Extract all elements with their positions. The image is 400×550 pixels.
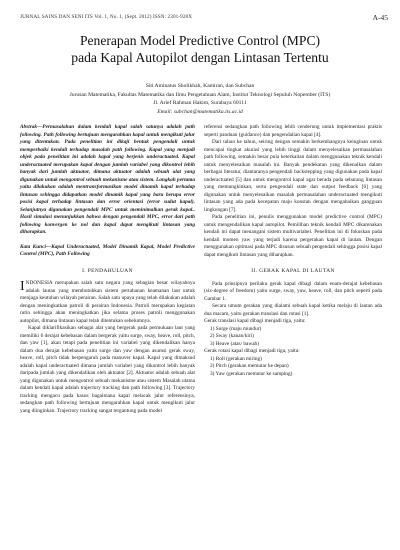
rotasi-list-heading: Gerak rotasi kapal dibagi menjadi tiga, yaitu: — [204, 348, 300, 354]
abstract-label: Abstrak — [20, 124, 38, 130]
intro-paragraph-1-text: NDONESIA merupakan salah satu negara yang sebagian besar wilayahnya adalah lautan yang membutuhkan sistem pertahanan keamanan laut untuk menjaga keutuhan wilayah perairan. Salah satu upaya yang telah dilakukan adalah dengan meningkatkan patroli di perairan Indonesia. Patroli merupakan kegiatan rutin sehingga akan meningkatkan jika selama proses patroli menggunakan autopilot, dimana lintasan kapal telah ditentukan sebelumnya. — [20, 280, 195, 324]
author-address: Jl. Arief Rahman Hakim, Surabaya 60111 — [153, 100, 247, 107]
translasi-list-heading: Gerak translasi kapal dibagi menjadi tiga, yaitu: — [204, 318, 306, 324]
translasi-list — [204, 326, 382, 349]
right-paragraph-1: referensi sedangkan path following lebih cenderung untuk implementasi praktis seperti panduan (guidance) dan pengendalian kapal [4]. — [204, 124, 382, 138]
author-block — [40, 82, 360, 116]
keywords-text: —Kapal Underactuated, Model Dinamik Kapal, Model Predictive Control (MPC), Path Following — [20, 243, 195, 257]
paper-title-line-1: Penerapan Model Predictive Control (MPC) — [79, 33, 321, 48]
section-heading-motion: II. GERAK KAPAL DI LAUTAN — [251, 268, 335, 274]
intro-paragraph-2: Kapal diklarifikasikan sebagai alat yang bergerak pada permukaan laut yang memiliki 6 derajat kebebasan dalam bergerak yaitu surge, sway, heave, roll, pitch, dan yaw [1], akan tetapi pada penelitian ini variabel yang dikendalikan hanya dalam dua derajat kebebasan yaitu surge dan yaw dengan asumsi gerak sway, heave, roll, pitch tidak berpengaruh pada manuver kapal. Kapal yang dimaksud adalah kapal underactuated dimana jumlah variabel yang dikontrol lebih banyak daripada jumlah yang dikendalikan oleh aktuator [2]. Aktuator adalah sebuah alat yang digunakan untuk mengontrol sebuah mekanisme atau sistem Masalah utama dalam kendali kapal adalah trajectory tracking dan path following [3]. Trajectory tracking mengacu pada kasus bagaimana kapal melacak jalur referensinya, sedangkan path following bertujuan mengarahkan kapal untuk mengikuti jalur yang diinginkan. Trajectory tracking sangat tergantung pada model — [20, 325, 195, 414]
drop-cap: I — [20, 279, 25, 294]
keywords-label: Kata Kunci — [20, 243, 46, 250]
intro-paragraph-1 — [20, 280, 195, 325]
author-email: Email: subchan@matematika.its.ac.id — [157, 108, 243, 115]
rotasi-list — [204, 356, 382, 379]
author-affiliation: Jurusan Matematika, Fakultas Matematika dan Ilmu Pengetahuan Alam, Institut Teknologi Sepuluh Nopember (ITS) — [69, 91, 331, 98]
right-column — [204, 124, 382, 378]
list-item: 3) Yaw (gerakan memutar ke samping) — [210, 370, 293, 377]
right-paragraph-4: Pada prinsipnya perilaku gerak kapal dibagi dalam enam-derajat kebebasan (six-degree of freedom) yaitu surge, sway, yaw, heave, roll, dan pitch seperti pada Gambar 1. — [204, 280, 382, 302]
paper-title-line-2: pada Kapal Autopilot dengan Lintasan Tertentu — [71, 50, 329, 65]
section-heading-intro: I. PENDAHULUAN — [82, 267, 133, 274]
page-number: A-45 — [372, 13, 388, 22]
list-item: 2) Pitch (gerakan memutar ke depan) — [210, 363, 289, 369]
abstract-text: —Permasalahan dalam kendali kapal salah satunya adalah path following. Path following bertujuan mengarahkan kapal untuk mengikuti jalur yang ditentukan. Pada penelitian ini dikaji bentuk pengendali untuk memperbaiki kendali terhadap masalah path following. Kapal yang menjadi objek pada penelitian ini adalah kapal yang berjenis underactuated. Kapal underactuated merupakan kapal dengan jumlah variabel yang dikontrol lebih banyak dari jumlah aktuator, dimana aktuator adalah sebuah alat yang digunakan untuk mengontrol sebuah mekanisme atau sistem. Langkah pertama yaitu dilakukan adalah mentransformasikan model dinamik kapal terhadap lintasan sehingga didapatkan model dinamik kapal yang baru berupa error posisi kapal terhadap lintasan dan error orientasi (error sudut kapal). Selanjutnya digunakan pengendali MPC untuk meminimalkan gerak kapal.. Hasil simulasi menunjukkan bahwa dengan pengendali MPC, error dari path following konvergen ke nol dan kapal dapat mengikuti lintasan yang diharapkan. — [20, 124, 195, 235]
list-item: 1) Surge (maju mundur) — [210, 325, 262, 332]
left-column — [20, 124, 195, 415]
abstract — [20, 124, 195, 237]
journal-header: JURNAL SAINS DAN SENI ITS Vol. 1, No. 1, (Sept. 2012) ISSN: 2301-928X — [20, 14, 193, 20]
list-item: 1) Roll (gerakan miring) — [210, 355, 262, 362]
author-names: Siti Aminatus Sholikhah, Kamiran, dan Subchan — [145, 83, 255, 89]
list-item: 2) Sway (kanan/kiri) — [210, 333, 254, 339]
right-paragraph-5: Secara umum gerakan yang dialami sebuah kapal ketika melaju di lautan ada dua macam, yaitu gerakan translasi dan rotasi [1]. — [204, 303, 382, 317]
right-paragraph-2: Dari tahun ke tahun, seiring dengan semakin berkembangnya keinginan untuk mencapai tingkat akurasi yang lebih tinggi dalam menyelesaikan permasalahan path following, semakin besar pula keterkaitan dalam menggunakan teknik kendali untuk menyelesaikan masalah ini. Banyak pendekatan yang dikenalkan dalam berbagai literatur, diantaranya pengendali backstepping yang digunakan pada kapal underactuated [5] dan untuk mengontrol kapal agar berada pada sebarang lintasan yang memungkinkan, serta pengendali state dan output feedback [6] yang digunakan untuk menyelesaikan masalah permasalahan underactuated mengikuti lintasan yang ada pada kecepatan maju konstan dengan mengabaikan gangguan lingkungan [7]. — [204, 139, 382, 213]
list-item: 3) Heave (atas/ bawah) — [210, 340, 259, 347]
right-paragraph-3: Pada penelitian ini, penulis menggunakan model predictive control (MPC) untuk mengendalikan kapal autopilot. Pemilihan teknik kendali MPC dikarenakan kendali ini dapat menangani sistem multivariabel. Penelitian ini di fokuskan pada kendali momen yaw yang terjadi karena pergerakan kapal di lautan. Dengan menggunakan optimasi pada MPC disusun sebuah pengendali sehingga posisi kapal dapat mengikuti lintasan yang diharapkan. — [204, 214, 382, 258]
keywords — [20, 244, 195, 259]
